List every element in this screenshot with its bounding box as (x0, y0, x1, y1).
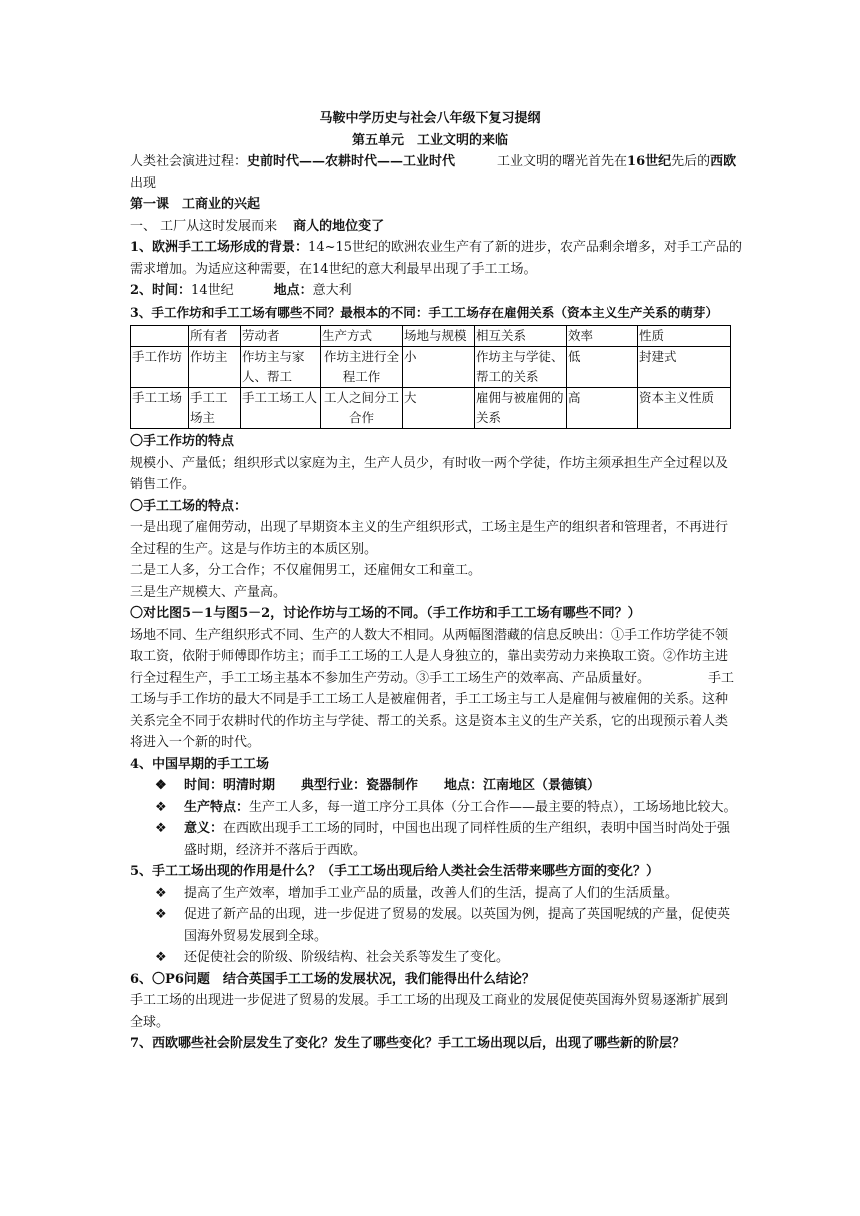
diamond-bullet-icon: ❖ (155, 907, 167, 922)
table-cell: 手工工场工人 (241, 388, 321, 429)
diamond-bullet-icon: ❖ (155, 885, 167, 901)
table-row (131, 347, 731, 388)
unit-title: 第五单元 工业文明的来临 (351, 132, 508, 148)
table-cell: 手工工场主 (189, 388, 241, 429)
compare-text: 将进入一个新的时代。 (130, 735, 261, 750)
table-cell: 作坊主与学徒、帮工的关系 (475, 347, 567, 388)
compare-title: 〇对比图5－1与图5－2，讨论作坊与工场的不同。（手工作坊和手工工场有哪些不同？） (130, 606, 641, 621)
table-header-cell: 劳动者 (241, 326, 321, 347)
factory-features-title: 〇手工工场的特点： (130, 498, 248, 514)
table-row (131, 388, 731, 429)
table-cell: 手工工场 (131, 388, 189, 429)
table-header-cell: 效率 (567, 326, 638, 347)
diamond-bullet-icon: ❖ (155, 778, 167, 793)
workshop-features-text: 销售工作。 (130, 477, 196, 492)
diamond-bullet-icon: ❖ (155, 821, 167, 836)
workshop-features-text: 规模小、产量低；组织形式以家庭为主，生产人员少，有时收一两个学徒，作坊主须承担生产全过程以及 (130, 455, 729, 471)
compare-text: 场地不同、生产组织形式不同、生产的人数大不相同。从两幅图潜藏的信息反映出：①手工作坊学徒不领 (130, 627, 729, 643)
list-item-continued: 国海外贸易发展到全球。 (184, 928, 328, 944)
list-item-continued: 盛时期，经济并不落后于西欧。 (184, 842, 367, 858)
table-header-row (131, 326, 731, 347)
diamond-bullet-icon: ❖ (155, 799, 167, 815)
table-header-cell (131, 326, 189, 347)
q6-title: 6、〇P6问题 结合英国手工工场的发展状况，我们能得出什么结论？ (130, 971, 535, 987)
list-item: ❖ 时间：明清时期 典型行业：瓷器制作 地点：江南地区（景德镇） (130, 775, 730, 797)
q6-text: 全球。 (130, 1014, 170, 1030)
table-cell: 工人之间分工合作 (321, 388, 403, 429)
lesson-title: 第一课 工商业的兴起 (130, 197, 261, 212)
table-cell: 作坊主进行全程工作 (321, 347, 403, 388)
doc-title: 马鞍中学历史与社会八年级下复习提纲 (319, 111, 541, 126)
list-item: ❖ 促进了新产品的出现，进一步促进了贸易的发展。以英国为例，提高了英国呢绒的产量，促使英 (130, 904, 730, 926)
factory-features-text: 全过程的生产。这是与作坊主的本质区别。 (130, 541, 378, 557)
table-cell: 资本主义性质 (638, 388, 731, 429)
process-line: 人类社会演进过程：史前时代——农耕时代——工业时代 工业文明的曙光首先在16世纪先后的西欧 (130, 154, 737, 169)
table-cell: 作坊主 (189, 347, 241, 388)
document-page (130, 108, 743, 1055)
table-cell: 雇佣与被雇佣的关系 (475, 388, 567, 429)
list-item: ❖ 提高了生产效率，增加手工业产品的质量，改善人们的生活，提高了人们的生活质量。 (130, 883, 730, 905)
table-header-cell: 生产方式 (321, 326, 403, 347)
comparison-table (130, 325, 731, 429)
q1-line2: 需求增加。为适应这种需要，在14世纪的意大利最早出现了手工工场。 (130, 261, 537, 277)
process-line-end: 出现 (130, 175, 157, 191)
factory-features-text: 三是生产规模大、产量高。 (130, 584, 287, 600)
q5-title: 5、手工工场出现的作用是什么？（手工工场出现后给人类社会生活带来哪些方面的变化？） (130, 864, 660, 879)
table-cell: 小 (403, 347, 475, 388)
q4-title: 4、中国早期的手工工场 (130, 756, 270, 772)
q1-line1: 1、欧洲手工工场形成的背景：14~15世纪的欧洲农业生产有了新的进步，农产品剩余增多，对手工产品的 (130, 240, 743, 255)
table-cell: 作坊主与家人、帮工 (241, 347, 321, 388)
section-one: 一、 工厂从这时发展而来 商人的地位变了 (130, 218, 385, 234)
compare-text: 工场与手工作坊的最大不同是手工工场工人是被雇佣者，手工工场主与工人是雇佣与被雇佣的关系。这种 (130, 692, 729, 707)
table-header-cell: 性质 (638, 326, 731, 347)
factory-features-text: 一是出现了雇佣劳动，出现了早期资本主义的生产组织形式，工场主是生产的组织者和管理者，不再进行 (130, 520, 729, 535)
table-cell: 高 (567, 388, 638, 429)
compare-text: 行全过程生产，手工工场主基本不参加生产劳动。③手工工场生产的效率高、产品质量好。 手工 (130, 670, 735, 686)
table-cell: 低 (567, 347, 638, 388)
q2-line: 2、时间：14世纪 地点：意大利 (130, 283, 352, 298)
list-item: ❖ 还促使社会的阶级、阶级结构、社会关系等发生了变化。 (130, 947, 730, 969)
q6-text: 手工工场的出现进一步促进了贸易的发展。手工工场的出现及工商业的发展促使英国海外贸易逐渐扩展到 (130, 993, 729, 1008)
list-item: ❖ 意义：在西欧出现手工工场的同时，中国也出现了同样性质的生产组织，表明中国当时尚处于强 (130, 818, 730, 840)
workshop-features-title: 〇手工作坊的特点 (130, 434, 235, 449)
q7-title: 7、西欧哪些社会阶层发生了变化？发生了哪些变化？手工工场出现以后，出现了哪些新的阶层？ (130, 1036, 686, 1051)
q3-heading: 3、手工作坊和手工工场有哪些不同？最根本的不同：手工工场存在雇佣关系（资本主义生产关系的萌芽） (130, 304, 719, 320)
compare-text: 关系完全不同于农耕时代的作坊主与学徒、帮工的关系。这是资本主义的生产关系，它的出现预示着人类 (130, 713, 729, 729)
table-header-cell: 所有者 (189, 326, 241, 347)
table-header-cell: 场地与规模 (403, 326, 475, 347)
list-item: ❖ 生产特点：生产工人多，每一道工序分工具体（分工合作——最主要的特点），工场场地比较大。 (130, 797, 730, 819)
table-cell: 封建式 (638, 347, 731, 388)
compare-text: 取工资，依附于师傅即作坊主；而手工工场的工人是人身独立的，靠出卖劳动力来换取工资。②作坊主进 (130, 649, 729, 664)
table-cell: 大 (403, 388, 475, 429)
factory-features-text: 二是工人多，分工合作；不仅雇佣男工，还雇佣女工和童工。 (130, 563, 482, 578)
table-header-cell: 相互关系 (475, 326, 567, 347)
diamond-bullet-icon: ❖ (155, 950, 167, 965)
table-cell: 手工作坊 (131, 347, 189, 388)
